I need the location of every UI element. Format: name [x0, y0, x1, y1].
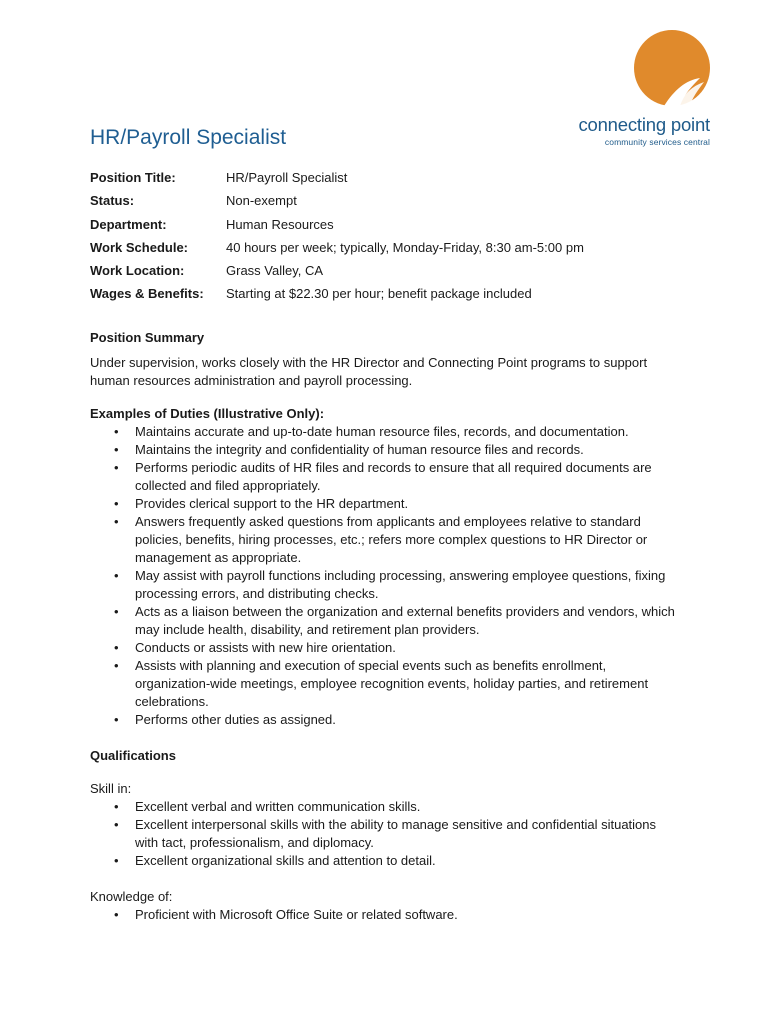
qualifications-heading: Qualifications	[90, 748, 176, 763]
position-details	[90, 168, 710, 308]
list-item: • Answers frequently asked questions from applicants and employees relative to standard policies, benefits, hiring processes, etc.; refers more complex questions to HR Director or management as appropriate.	[90, 513, 690, 567]
summary-heading: Position Summary	[90, 330, 205, 345]
duties-list	[90, 423, 690, 729]
logo-mark-icon	[634, 30, 710, 106]
detail-label: Department:	[90, 216, 167, 232]
knowledge-label: Knowledge of:	[90, 889, 173, 904]
detail-value: Non-exempt	[226, 193, 297, 209]
detail-row	[90, 215, 710, 238]
detail-label: Work Schedule:	[90, 239, 189, 255]
list-item: • Conducts or assists with new hire orientation.	[90, 639, 690, 657]
detail-label: Wages & Benefits:	[90, 286, 204, 302]
list-item: • Maintains the integrity and confidentiality of human resource files and records.	[90, 441, 690, 459]
detail-label: Work Location:	[90, 263, 185, 279]
skill-label: Skill in:	[90, 781, 132, 796]
detail-value: Starting at $22.30 per hour; benefit package included	[226, 286, 532, 302]
list-item: • Assists with planning and execution of special events such as benefits enrollment, organization-wide meetings, employee recognition events, holiday parties, and retirement celebrations.	[90, 657, 690, 711]
list-item: • Performs other duties as assigned.	[90, 711, 690, 729]
detail-row	[90, 168, 710, 191]
list-item: • Acts as a liaison between the organization and external benefits providers and vendors, which may include health, disability, and retirement plan providers.	[90, 603, 690, 639]
detail-row	[90, 238, 710, 261]
list-item: • Excellent interpersonal skills with the ability to manage sensitive and confidential situations with tact, professionalism, and diplomacy.	[90, 816, 690, 852]
detail-value: Human Resources	[226, 216, 334, 232]
duties-heading: Examples of Duties (Illustrative Only):	[90, 406, 325, 421]
summary-text	[90, 354, 690, 390]
detail-label: Position Title:	[90, 170, 176, 185]
list-item: • Excellent verbal and written communication skills.	[90, 798, 690, 816]
list-item: • Excellent organizational skills and attention to detail.	[90, 852, 690, 870]
list-item: • May assist with payroll functions including processing, answering employee questions, fixing processing errors, and distributing checks.	[90, 567, 690, 603]
detail-row	[90, 191, 710, 214]
skills-list	[90, 798, 690, 870]
list-item: • Provides clerical support to the HR department.	[90, 495, 690, 513]
detail-value: Grass Valley, CA	[226, 263, 324, 279]
logo-name: connecting point	[578, 114, 710, 135]
logo-tagline: community services central	[604, 137, 710, 147]
connecting-point-logo	[550, 30, 710, 150]
knowledge-list	[90, 906, 690, 924]
detail-value: 40 hours per week; typically, Monday-Friday, 8:30 am-5:00 pm	[226, 239, 584, 255]
detail-row	[90, 261, 710, 284]
list-item: • Performs periodic audits of HR files and records to ensure that all required documents are collected and filed appropriately.	[90, 459, 690, 495]
list-item: • Proficient with Microsoft Office Suite or related software.	[90, 906, 690, 924]
list-item: • Maintains accurate and up-to-date human resource files, records, and documentation.	[90, 423, 690, 441]
summary-line: Under supervision, works closely with the HR Director and Connecting Point programs to support	[90, 355, 648, 370]
detail-value: HR/Payroll Specialist	[226, 170, 348, 185]
summary-line: human resources administration and payroll processing.	[90, 373, 413, 388]
job-content	[90, 329, 690, 924]
page-title: HR/Payroll Specialist	[90, 126, 287, 149]
detail-row	[90, 284, 710, 307]
detail-label: Status:	[90, 193, 135, 209]
